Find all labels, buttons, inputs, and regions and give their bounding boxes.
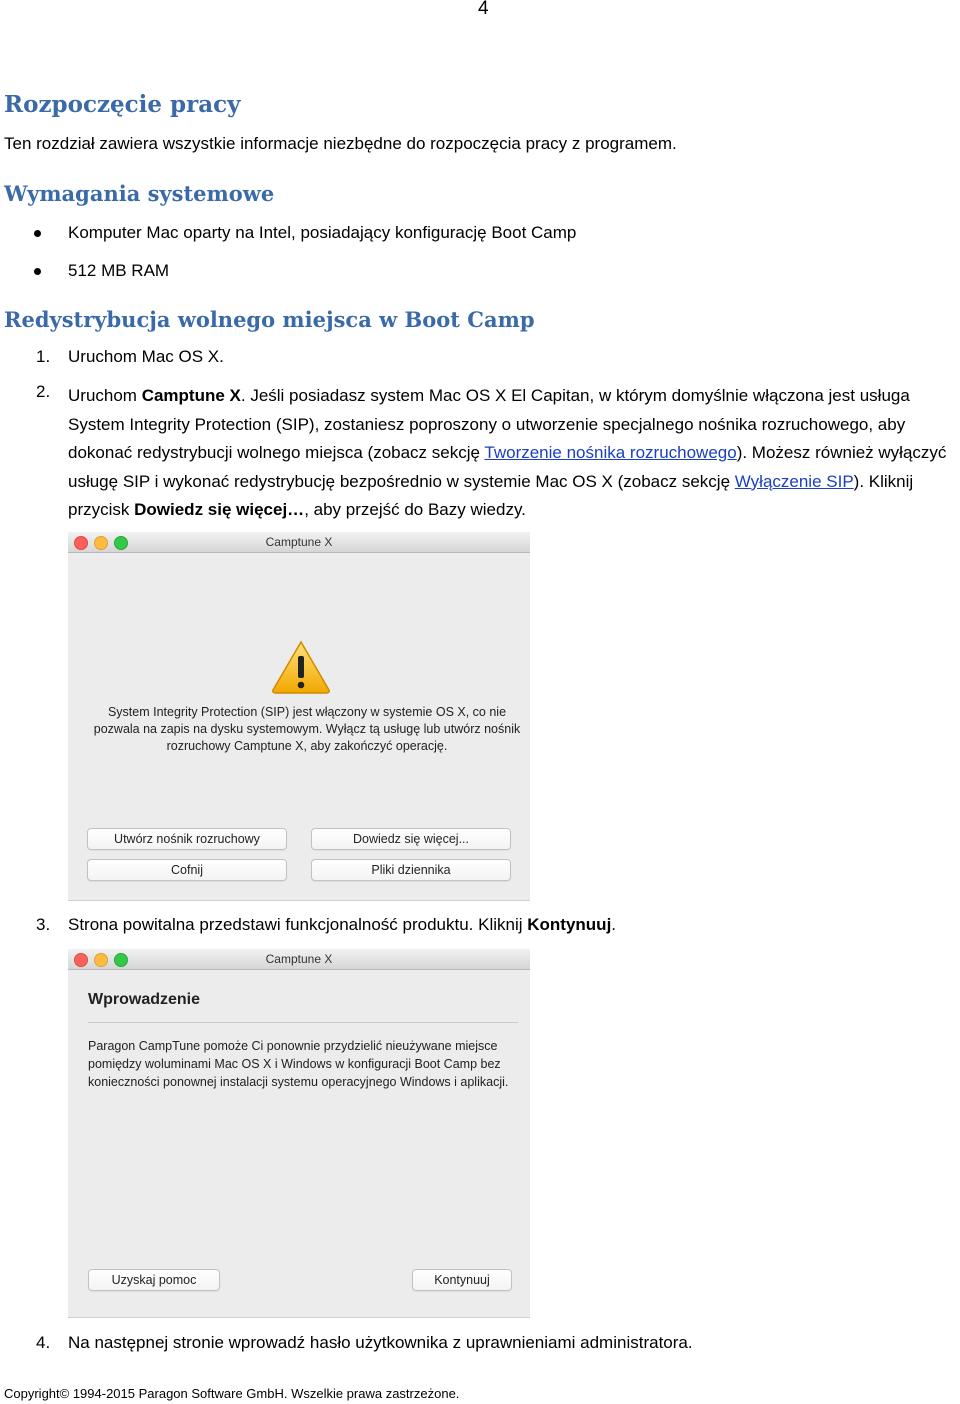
window-title: Camptune X <box>265 535 333 549</box>
bullet-icon <box>34 230 41 237</box>
list-item-text: 512 MB RAM <box>68 261 170 280</box>
step-text-part: . <box>611 915 617 934</box>
step-text-part: ). Kliknij przycisk <box>68 471 914 519</box>
page-title: Rozpoczęcie pracy <box>4 91 241 118</box>
redistribution-heading: Redystrybucja wolnego miejsca w Boot Camp <box>4 307 535 332</box>
step-text: Uruchom Mac OS X. <box>68 347 224 366</box>
link-disable-sip[interactable]: Wyłączenie SIP <box>734 471 854 491</box>
create-media-button[interactable]: Utwórz nośnik rozruchowy <box>87 828 287 850</box>
step-text-part: Strona powitalna przedstawi funkcjonalność produktu. Kliknij <box>68 915 528 934</box>
continue-label: Kontynuuj <box>527 915 612 934</box>
divider <box>88 1022 518 1023</box>
step-text-part: . Jeśli posiadasz system Mac OS X El Capitan, w którym domyślnie włączona jest usługa System Integrity Protection (SIP), zostaniesz poproszony o utworzenie specjalnego nośnika rozruchowego, aby dokonać redystrybucji wolnego miejsca (zobacz sekcję <box>68 386 910 462</box>
warning-icon <box>271 640 331 694</box>
intro-description: Paragon CampTune pomoże Ci ponownie przydzielić nieużywane miejsce pomiędzy woluminami Mac OS X i Windows w konfiguracji Boot Camp bez konieczności ponownej instalacji systemu operacyjnego Windows i aplikacji. <box>88 1039 509 1089</box>
step-number: 4. <box>36 1333 51 1352</box>
page-number: 4 <box>478 0 489 19</box>
step-text <box>68 382 960 525</box>
learn-more-button[interactable]: Dowiedz się więcej... <box>311 828 511 850</box>
window-titlebar <box>68 532 530 553</box>
intro-paragraph: Ten rozdział zawiera wszystkie informacje niezbędne do rozpoczęcia pracy z programem. <box>4 134 677 153</box>
list-item-text: Komputer Mac oparty na Intel, posiadający konfigurację Boot Camp <box>68 223 577 242</box>
continue-button[interactable]: Kontynuuj <box>412 1269 512 1291</box>
bullet-icon <box>34 268 41 275</box>
log-files-button[interactable]: Pliki dziennika <box>311 859 511 881</box>
window-titlebar <box>68 949 530 970</box>
step-number: 2. <box>36 382 51 401</box>
step-number: 3. <box>36 915 51 934</box>
step-text-part: , aby przejść do Bazy wiedzy. <box>304 500 526 519</box>
step-number: 1. <box>36 347 51 366</box>
learn-more-label: Dowiedz się więcej… <box>134 500 305 519</box>
requirements-heading: Wymagania systemowe <box>4 181 275 206</box>
step-text: Na następnej stronie wprowadź hasło użytkownika z uprawnieniami administratora. <box>68 1333 693 1352</box>
app-name: Camptune X <box>141 386 241 405</box>
intro-window <box>68 949 530 1318</box>
sip-window <box>68 532 530 901</box>
step-text <box>68 915 616 935</box>
help-button[interactable]: Uzyskaj pomoc <box>88 1269 220 1291</box>
step-text-part: Uruchom <box>68 386 142 405</box>
window-title: Camptune X <box>265 952 333 966</box>
sip-message: System Integrity Protection (SIP) jest włączony w systemie OS X, co nie pozwala na zapis na dysku systemowym. Wyłącz tą usługę lub utwórz nośnik rozruchowy Camptune X, aby zakończyć operację. <box>93 705 521 753</box>
back-button[interactable]: Cofnij <box>87 859 287 881</box>
link-boot-media[interactable]: Tworzenie nośnika rozruchowego <box>484 443 737 462</box>
copyright-footer: Copyright© 1994-2015 Paragon Software GmbH. Wszelkie prawa zastrzeżone. <box>4 1386 460 1401</box>
step-text-part: ). Możesz również wyłączyć usługę SIP i wykonać redystrybucję bezpośrednio w systemie Mac OS X (zobacz sekcję <box>68 443 947 491</box>
intro-heading: Wprowadzenie <box>88 991 201 1008</box>
